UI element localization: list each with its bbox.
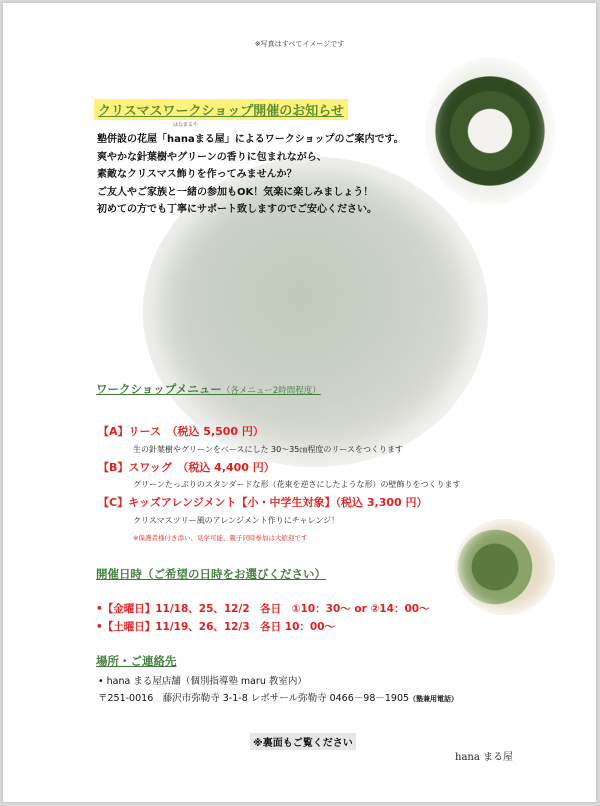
- menu-desc-c: クリスマスツリー風のアレンジメント作りにチャレンジ！: [133, 516, 340, 525]
- signature: hana まる屋: [455, 752, 513, 763]
- menu-heading: [96, 381, 321, 397]
- kids-arrangement-photo: [455, 519, 555, 615]
- intro-line-3: 素敵なクリスマス飾りを作ってみませんか？: [97, 169, 297, 180]
- intro-line-4: ご友人やご家族と一緒の参加もOK！気楽に楽しみましょう！: [97, 187, 374, 198]
- flyer-page: [3, 3, 596, 802]
- intro-line-2: 爽やかな針葉樹やグリーンの香りに包まれながら、: [97, 152, 327, 163]
- menu-desc-b: グリーンたっぷりのスタンダードな形（花束を逆さにしたような形）の壁飾りをつくります: [133, 480, 461, 489]
- menu-item-a: 【A】リース （税込 5,500 円）: [98, 425, 264, 438]
- intro-line-5: 初めての方でも丁寧にサポート致しますのでご安心ください。: [97, 204, 377, 215]
- menu-desc-a: 生の針葉樹やグリーンをベースにした 30～35㎝程度のリースをつくります: [133, 445, 403, 454]
- wreath-photo: [425, 57, 555, 205]
- menu-item-b: 【B】スワッグ （税込 4,400 円）: [98, 461, 275, 474]
- address-line: [98, 690, 458, 704]
- phone-note: （塾兼用電話）: [409, 695, 459, 703]
- menu-heading-text: ワークショップメニュー: [96, 382, 222, 396]
- address-text: 〒251-0016 藤沢市弥勒寺 3-1-8 レボサール弥勒寺 0466－98－1905: [98, 693, 410, 704]
- image-disclaimer: ※写真はすべてイメージです: [254, 40, 345, 48]
- menu-item-c: 【C】キッズアレンジメント【小・中学生対象】（税込 3,300 円）: [98, 496, 428, 509]
- page-title: クリスマスワークショップ開催のお知らせ: [94, 99, 348, 120]
- place-heading: 場所・ご連絡先: [96, 654, 177, 668]
- menu-note: ※保護者様付き添い、見学可能、親子同時参加は大歓迎です: [133, 534, 308, 542]
- date-line-saturday: •【土曜日】11/19、26、12/3 各日 10：00～: [96, 621, 336, 633]
- furigana: はなまるや: [173, 122, 199, 128]
- intro-line-1: 塾併設の花屋「hanaまる屋」によるワークショップのご案内です。: [97, 134, 404, 145]
- back-side-note: ※裏面もご覧ください: [250, 733, 356, 750]
- date-heading: 開催日時（ご希望の日時をお選びください）: [96, 567, 326, 581]
- menu-heading-note: （各メニュー2時間程度）: [221, 386, 321, 396]
- date-line-friday: •【金曜日】11/18、25、12/2 各日 ①10：30～ or ②14：00～: [96, 603, 430, 615]
- shop-name: • hana まる屋店舗（個別指導塾 maru 教室内）: [98, 676, 307, 687]
